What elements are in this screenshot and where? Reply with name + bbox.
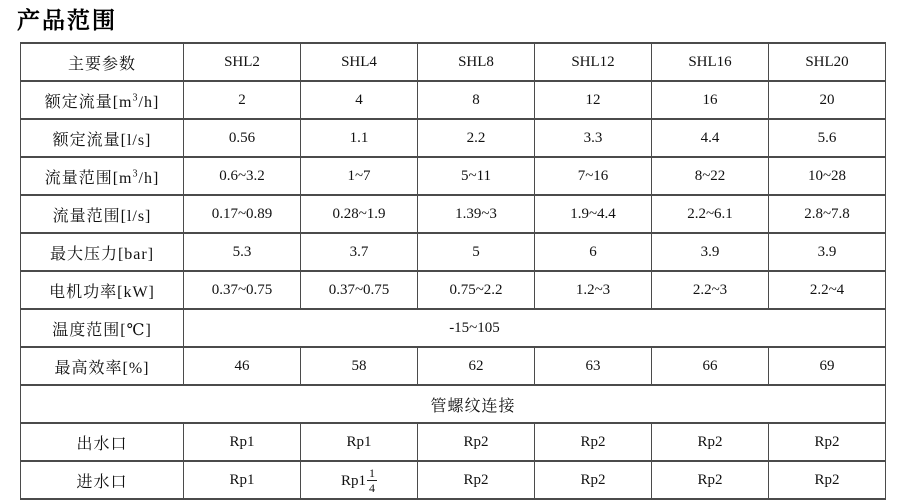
- column-header-shl16: SHL16: [652, 43, 769, 81]
- value-cell-inlet-SHL20: Rp2: [769, 461, 886, 499]
- table-row-max-efficiency: [21, 347, 886, 385]
- row-label-rated-flow-ls: 额定流量[l/s]: [21, 119, 184, 157]
- value-cell-rated-flow-ls-SHL16: 4.4: [652, 119, 769, 157]
- table-row-flow-range-m3h: [21, 157, 886, 195]
- superscript: 3: [132, 168, 139, 180]
- value-cell-max-pressure-SHL8: 5: [418, 233, 535, 271]
- value-cell-outlet-SHL16: Rp2: [652, 423, 769, 461]
- value-cell-flow-range-ls-SHL4: 0.28~1.9: [301, 195, 418, 233]
- value-cell-max-efficiency-SHL8: 62: [418, 347, 535, 385]
- value-cell-max-pressure-SHL16: 3.9: [652, 233, 769, 271]
- table-row-inlet: [21, 461, 886, 499]
- value-cell-max-pressure-SHL4: 3.7: [301, 233, 418, 271]
- row-label-outlet: 出水口: [21, 423, 184, 461]
- column-header-shl4: SHL4: [301, 43, 418, 81]
- row-label-temp-range: 温度范围[℃]: [21, 309, 184, 347]
- value-cell-rated-flow-ls-SHL12: 3.3: [535, 119, 652, 157]
- page-title: 产品范围: [17, 7, 117, 33]
- column-header-shl2: SHL2: [184, 43, 301, 81]
- fraction: $\frac{1}{4}$: [369, 465, 375, 495]
- param-column-header: 主要参数: [21, 43, 184, 81]
- value-cell-rated-flow-m3h-SHL12: 12: [535, 81, 652, 119]
- table-row-rated-flow-ls: [21, 119, 886, 157]
- row-label-flow-range-ls: 流量范围[l/s]: [21, 195, 184, 233]
- value-cell-max-efficiency-SHL12: 63: [535, 347, 652, 385]
- merged-cell-thread-connection: 管螺纹连接: [21, 385, 886, 423]
- value-cell-motor-power-SHL20: 2.2~4: [769, 271, 886, 309]
- value-cell-max-efficiency-SHL20: 69: [769, 347, 886, 385]
- table-row-thread-connection: [21, 385, 886, 423]
- row-label-motor-power: 电机功率[kW]: [21, 271, 184, 309]
- column-header-shl8: SHL8: [418, 43, 535, 81]
- table-row-rated-flow-m3h: [21, 81, 886, 119]
- value-cell-flow-range-m3h-SHL4: 1~7: [301, 157, 418, 195]
- value-cell-motor-power-SHL16: 2.2~3: [652, 271, 769, 309]
- superscript: 3: [132, 92, 139, 104]
- value-cell-flow-range-ls-SHL12: 1.9~4.4: [535, 195, 652, 233]
- value-cell-max-efficiency-SHL4: 58: [301, 347, 418, 385]
- value-cell-inlet-SHL8: Rp2: [418, 461, 535, 499]
- value-cell-flow-range-ls-SHL16: 2.2~6.1: [652, 195, 769, 233]
- row-label-max-pressure: 最大压力[bar]: [21, 233, 184, 271]
- value-cell-motor-power-SHL4: 0.37~0.75: [301, 271, 418, 309]
- table-row-temp-range: [21, 309, 886, 347]
- header-row: [21, 43, 886, 81]
- column-header-shl12: SHL12: [535, 43, 652, 81]
- value-cell-max-pressure-SHL2: 5.3: [184, 233, 301, 271]
- value-cell-flow-range-ls-SHL2: 0.17~0.89: [184, 195, 301, 233]
- value-cell-rated-flow-m3h-SHL8: 8: [418, 81, 535, 119]
- product-range-table: [20, 42, 886, 500]
- value-cell-rated-flow-ls-SHL20: 5.6: [769, 119, 886, 157]
- table-row-flow-range-ls: [21, 195, 886, 233]
- value-cell-rated-flow-m3h-SHL20: 20: [769, 81, 886, 119]
- value-cell-rated-flow-ls-SHL8: 2.2: [418, 119, 535, 157]
- value-cell-outlet-SHL4: Rp1: [301, 423, 418, 461]
- row-label-flow-range-m3h: 流量范围$[m^3/h]$: [21, 157, 184, 195]
- value-cell-outlet-SHL20: Rp2: [769, 423, 886, 461]
- value-cell-inlet-SHL4: Rp1 $\frac{1}{4}$: [301, 461, 418, 499]
- value-cell-flow-range-m3h-SHL12: 7~16: [535, 157, 652, 195]
- value-cell-max-efficiency-SHL16: 66: [652, 347, 769, 385]
- value-cell-max-pressure-SHL20: 3.9: [769, 233, 886, 271]
- value-cell-flow-range-m3h-SHL16: 8~22: [652, 157, 769, 195]
- value-cell-flow-range-m3h-SHL8: 5~11: [418, 157, 535, 195]
- table-body: [21, 81, 886, 499]
- row-label-rated-flow-m3h: 额定流量$[m^3/h]$: [21, 81, 184, 119]
- row-label-inlet: 进水口: [21, 461, 184, 499]
- value-cell-flow-range-m3h-SHL20: 10~28: [769, 157, 886, 195]
- value-cell-max-pressure-SHL12: 6: [535, 233, 652, 271]
- value-cell-motor-power-SHL12: 1.2~3: [535, 271, 652, 309]
- row-label-max-efficiency: 最高效率[%]: [21, 347, 184, 385]
- value-cell-max-efficiency-SHL2: 46: [184, 347, 301, 385]
- value-cell-flow-range-m3h-SHL2: 0.6~3.2: [184, 157, 301, 195]
- value-cell-inlet-SHL12: Rp2: [535, 461, 652, 499]
- value-cell-inlet-SHL16: Rp2: [652, 461, 769, 499]
- value-cell-outlet-SHL8: Rp2: [418, 423, 535, 461]
- table-row-max-pressure: [21, 233, 886, 271]
- merged-cell-temp-range: -15~105: [184, 309, 886, 347]
- value-cell-rated-flow-ls-SHL2: 0.56: [184, 119, 301, 157]
- value-cell-flow-range-ls-SHL20: 2.8~7.8: [769, 195, 886, 233]
- value-cell-rated-flow-m3h-SHL2: 2: [184, 81, 301, 119]
- value-cell-motor-power-SHL8: 0.75~2.2: [418, 271, 535, 309]
- table-row-motor-power: [21, 271, 886, 309]
- column-header-shl20: SHL20: [769, 43, 886, 81]
- value-cell-motor-power-SHL2: 0.37~0.75: [184, 271, 301, 309]
- table-row-outlet: [21, 423, 886, 461]
- value-cell-outlet-SHL12: Rp2: [535, 423, 652, 461]
- value-cell-inlet-SHL2: Rp1: [184, 461, 301, 499]
- value-cell-rated-flow-ls-SHL4: 1.1: [301, 119, 418, 157]
- value-cell-rated-flow-m3h-SHL4: 4: [301, 81, 418, 119]
- value-cell-outlet-SHL2: Rp1: [184, 423, 301, 461]
- value-cell-flow-range-ls-SHL8: 1.39~3: [418, 195, 535, 233]
- value-cell-rated-flow-m3h-SHL16: 16: [652, 81, 769, 119]
